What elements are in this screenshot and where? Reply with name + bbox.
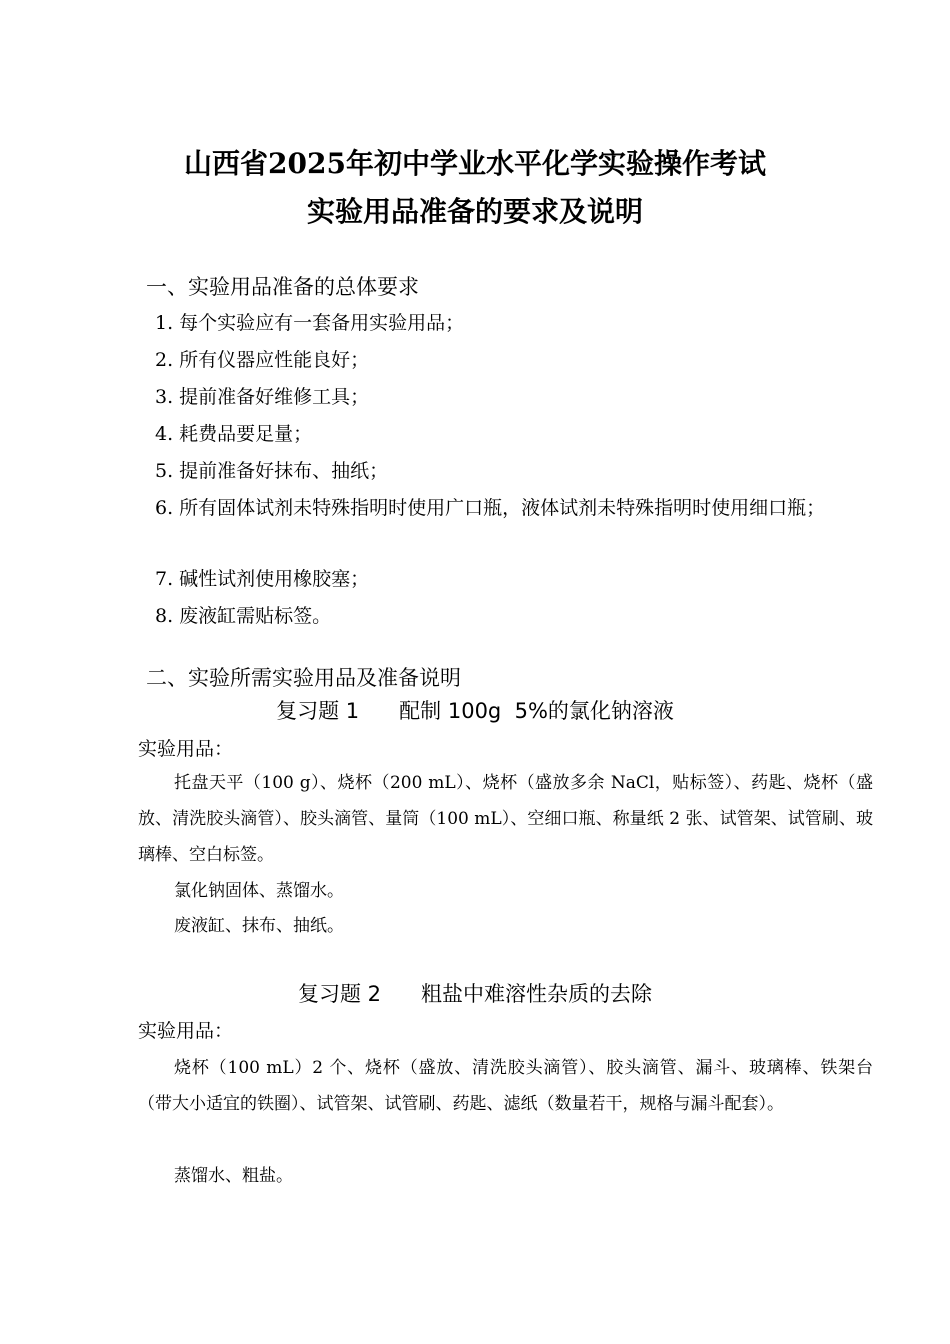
requirement-item-2: 2. 所有仪器应性能良好；	[155, 349, 370, 371]
requirement-item-4: 4. 耗费品要足量；	[155, 423, 313, 445]
exercise-1-title: 复习题 1 配制 100g 5%的氯化钠溶液	[276, 699, 674, 723]
section-2-heading: 二、实验所需实验用品及准备说明	[146, 666, 461, 690]
section-1-heading: 一、实验用品准备的总体要求	[146, 275, 419, 299]
exercise-2-title: 复习题 2 粗盐中难溶性杂质的去除	[297, 982, 653, 1006]
requirement-item-6: 6. 所有固体试剂未特殊指明时使用广口瓶，液体试剂未特殊指明时使用细口瓶；	[155, 497, 826, 519]
exercise-2-reagents-paragraph: 蒸馏水、粗盐。	[174, 1166, 293, 1186]
requirement-item-1: 1. 每个实验应有一套备用实验用品；	[155, 312, 465, 334]
exercise-1-reagents-paragraph: 氯化钠固体、蒸馏水。	[174, 881, 344, 901]
requirement-item-8: 8. 废液缸需贴标签。	[155, 605, 332, 627]
requirement-item-3: 3. 提前准备好维修工具；	[155, 386, 370, 408]
exercise-1-equipment-paragraph: 托盘天平（100 g）、烧杯（200 mL）、烧杯（盛放多余 NaCl，贴标签）、药匙、烧杯（盛放、清洗胶头滴管）、胶头滴管、量筒（100 mL）、空细口瓶、称量纸 2 张、试管架、试管刷、玻璃棒、空白标签。	[138, 773, 873, 865]
exercise-1-supplies-label: 实验用品：	[138, 738, 234, 760]
requirement-item-7: 7. 碱性试剂使用橡胶塞；	[155, 568, 370, 590]
exercise-2-equipment-paragraph: 烧杯（100 mL）2 个、烧杯（盛放、清洗胶头滴管）、胶头滴管、漏斗、玻璃棒、铁架台（带大小适宜的铁圈）、试管架、试管刷、药匙、滤纸（数量若干，规格与漏斗配套）。	[138, 1058, 873, 1114]
exercise-2-supplies-label: 实验用品：	[138, 1020, 234, 1042]
document-title-line-2: 实验用品准备的要求及说明	[306, 195, 643, 228]
exercise-1-misc-paragraph: 废液缸、抹布、抽纸。	[174, 916, 344, 936]
requirement-item-5: 5. 提前准备好抹布、抽纸；	[155, 460, 389, 482]
document-title-line-1: 山西省2025年初中学业水平化学实验操作考试	[184, 147, 766, 180]
